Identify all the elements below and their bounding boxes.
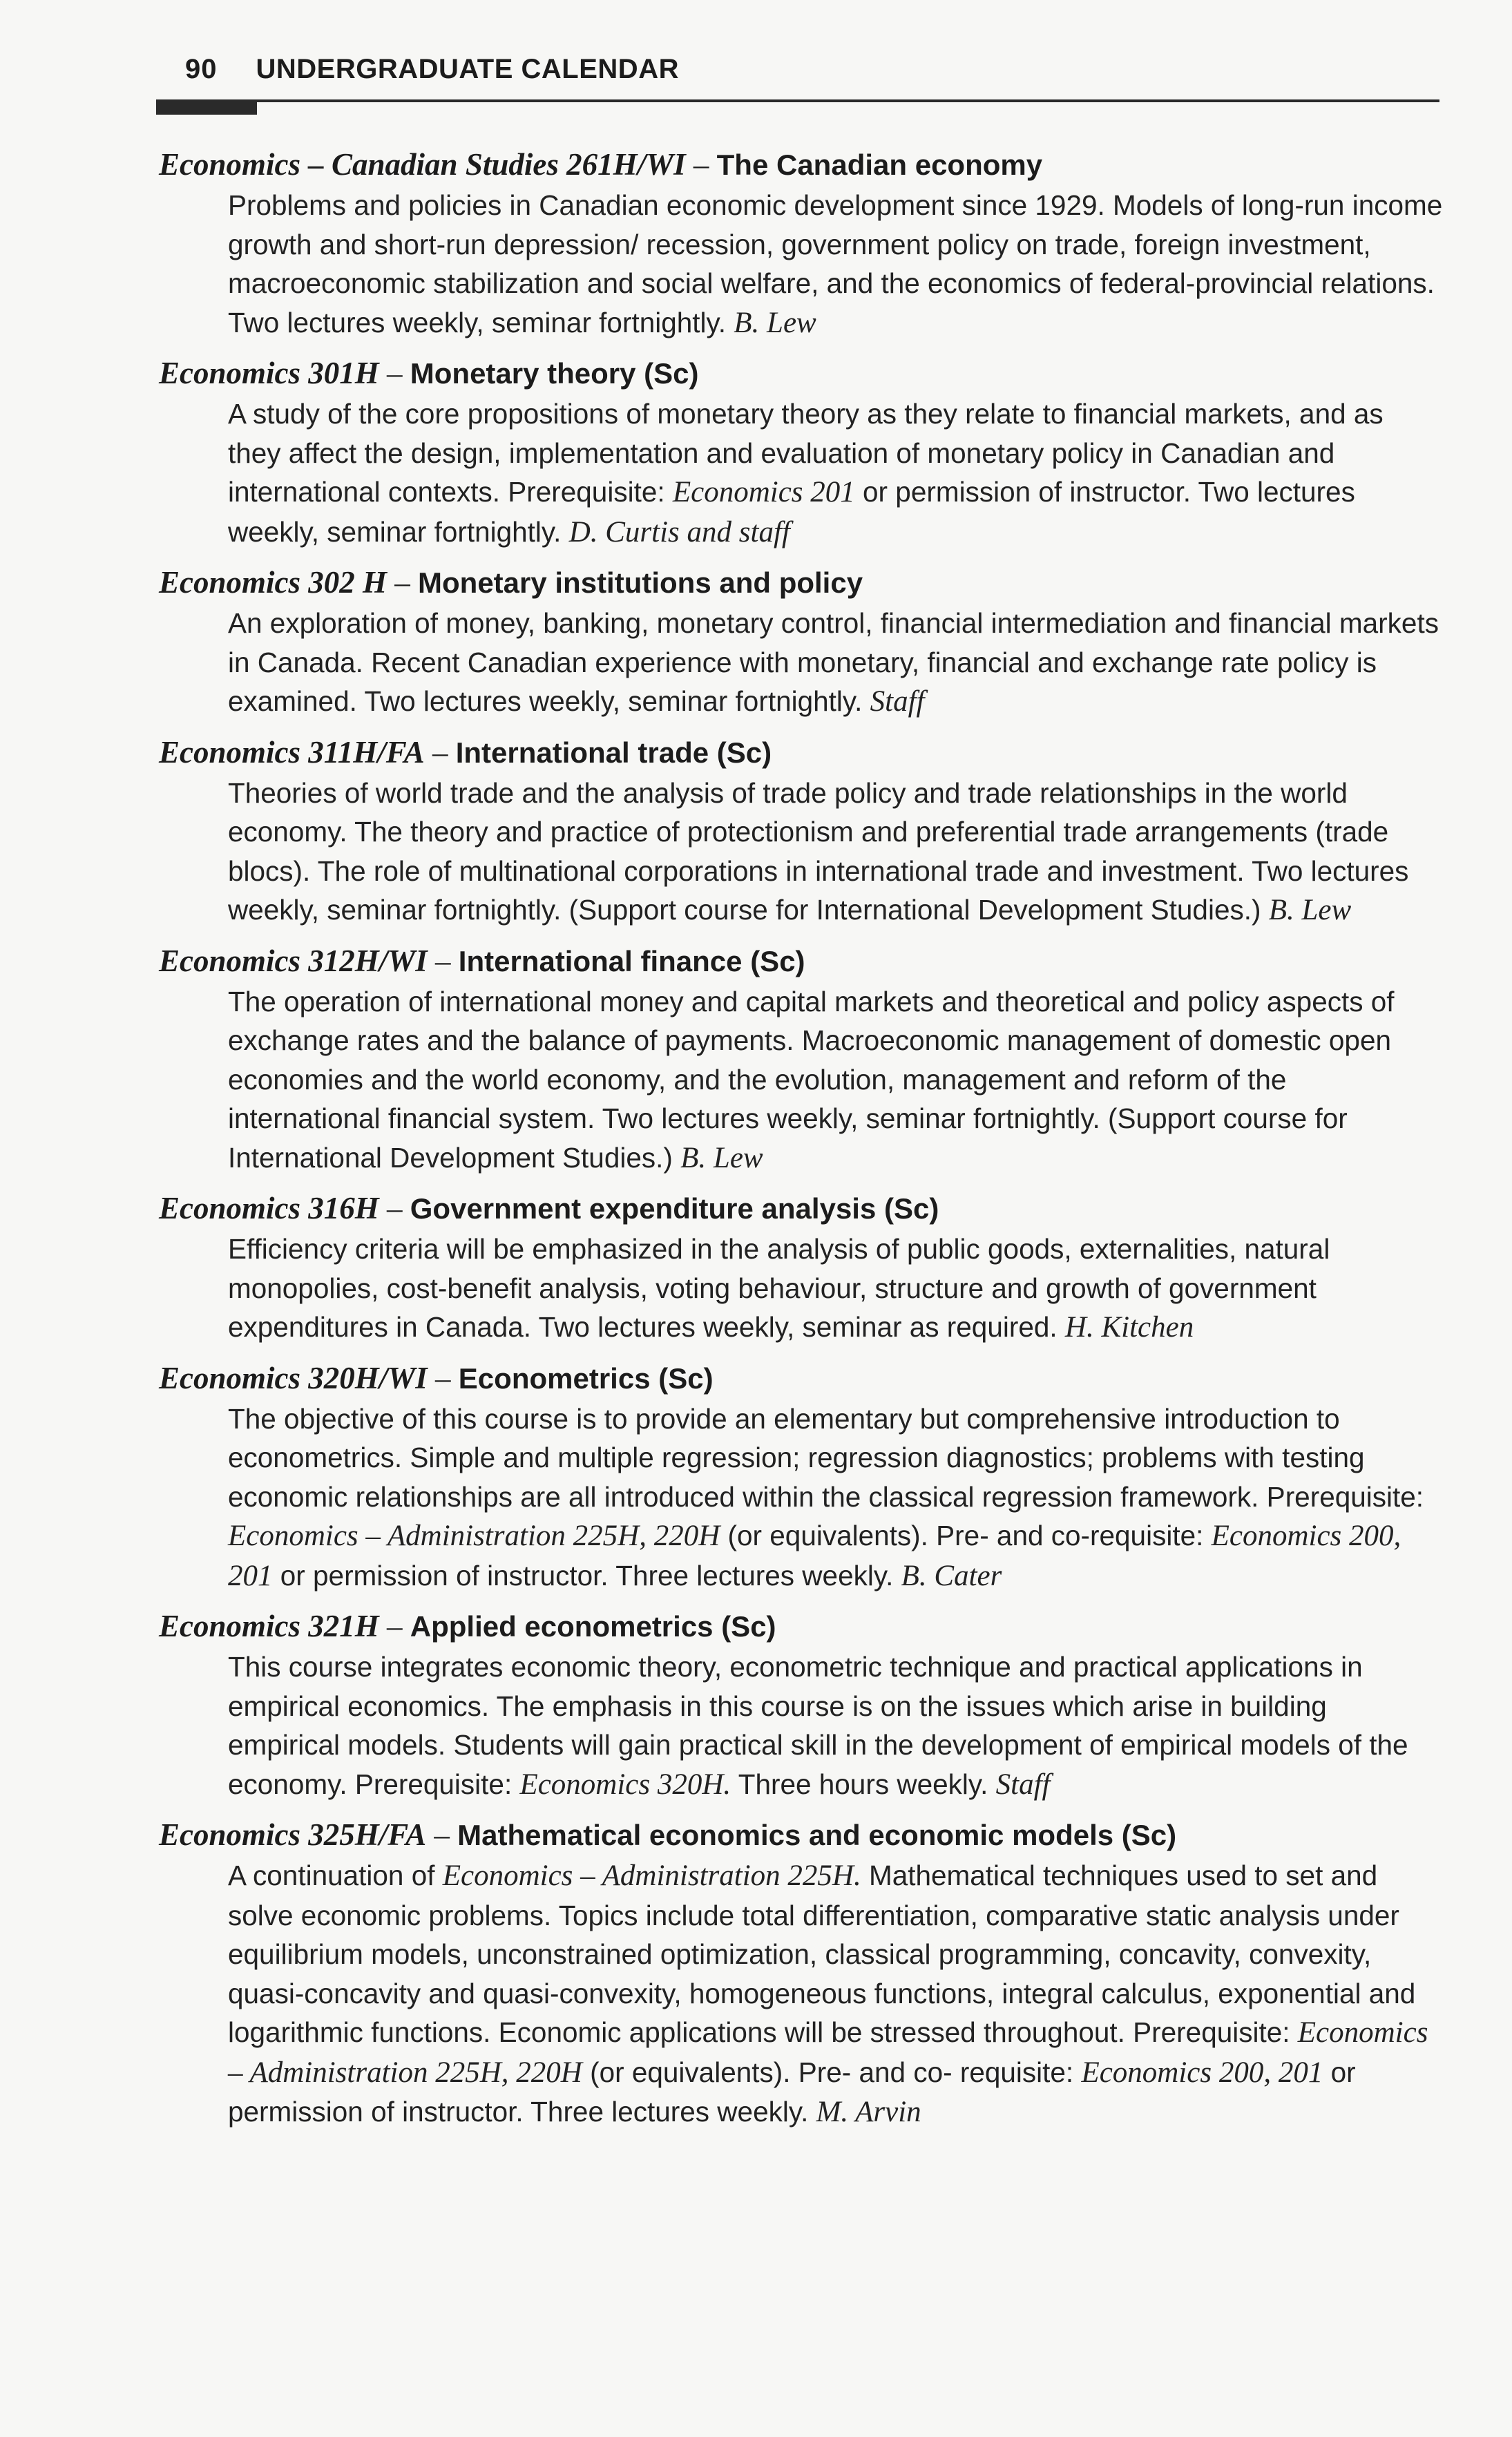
description-text: A study of the core propositions of monetary theory as they relate to financial markets, and as they affect the design, implementation and evaluation of monetary policy in Canadian and international contexts. Prerequisite: [228,398,1384,508]
running-head: UNDERGRADUATE CALENDAR [256,54,679,84]
course-description [228,1856,1444,2132]
course-description [228,394,1444,552]
course-description [228,1399,1444,1596]
course-description [228,982,1444,1178]
course-code: Economics 325H/FA [159,1817,427,1852]
course-instructor: Staff [870,685,925,718]
course-code: Economics 302 H [159,565,387,600]
course-description [228,604,1444,722]
course-entry [159,1605,1444,1804]
page-header [185,54,679,85]
description-text: Theories of world trade and the analysis of trade policy and trade relationships in the world economy. The theory and practice of protectionism and preferential trade arrangements (trade blocs). The role of multinational corporations in international trade and investment. Two lectures weekly, seminar fortnightly. (Support course for International Development Studies.) [228,776,1409,926]
course-list [159,144,1444,2142]
course-entry [159,1357,1444,1596]
course-entry [159,352,1444,552]
course-heading [159,562,1444,604]
course-title: The Canadian economy [716,149,1043,181]
course-entry [159,1187,1444,1348]
course-instructor: B. Lew [734,306,816,339]
description-text: The objective of this course is to provide an elementary but comprehensive introduction to econometrics. Simple and multiple regression; regression diagnostics; problems with testing economic relationships are all introduced within the classical regression framework. Prerequisite: [228,1402,1424,1513]
course-instructor: D. Curtis and staff [568,515,790,548]
heading-separator: – [424,734,456,770]
course-heading [159,732,1444,774]
course-entry [159,562,1444,722]
course-code: Economics 320H/WI [159,1360,428,1395]
course-description [228,186,1444,343]
heading-separator: – [379,1609,410,1643]
description-text: The operation of international money and capital markets and theoretical and policy aspects of exchange rates and the balance of payments. Macroeconomic management of domestic open economies and the world economy, and the evolution, management and reform of the international financial system. Two lectures weekly, seminar fortnightly. (Support course for International Development Studies.) [228,985,1395,1174]
description-text: Efficiency criteria will be emphasized in the analysis of public goods, externalities, natural monopolies, cost-benefit analysis, voting behaviour, structure and growth of government expenditures in Canada. Two lectures weekly, seminar as required. [228,1233,1330,1343]
course-instructor: M. Arvin [816,2096,921,2128]
course-code: Economics 316H [159,1191,379,1225]
heading-separator: – [426,1817,458,1852]
course-entry [159,940,1444,1178]
course-instructor: Staff [995,1768,1051,1801]
course-reference: Economics 200, 201 [1081,2056,1323,2089]
course-title: Monetary theory (Sc) [410,357,699,390]
course-code: Economics 311H/FA [159,734,425,770]
heading-separator: – [427,1360,459,1395]
course-heading [159,1187,1444,1230]
course-entry [159,1814,1444,2132]
course-entry [159,144,1444,343]
course-reference: Economics 320H. [519,1768,731,1801]
description-text: This course integrates economic theory, econometric technique and practical applications in empirical economics. The emphasis in this course is on the issues which arise in building empirical models. Students will gain practical skill in the development of empirical models of the economy. Prerequisite: [228,1651,1408,1800]
description-text: Three hours weekly. [731,1768,988,1800]
course-code: Economics 321H [159,1609,379,1643]
description-text: An exploration of money, banking, monetary control, financial intermediation and financial markets in Canada. Recent Canadian experience with monetary, financial and exchange rate policy is examined. Two lectures weekly, seminar fortnightly. [228,607,1439,717]
course-instructor: B. Cater [901,1559,1002,1592]
course-instructor: B. Lew [1268,894,1352,926]
course-title: Mathematical economics and economic models (Sc) [457,1819,1177,1851]
header-rule [156,99,1439,102]
course-description [228,1230,1444,1348]
heading-separator: – [379,356,410,390]
course-heading [159,1357,1444,1399]
course-reference: Economics – Administration 225H, 220H [228,2016,1428,2089]
description-text: Mathematical techniques used to set and solve economic problems. Topics include total differentiation, comparative static analysis under equilibrium models, unconstrained optimization, classical programming, concavity, convexity, quasi-concavity and quasi-convexity, homogeneous functions, integral calculus, exponential and logarithmic functions. Economic applications will be stressed throughout. Prerequisite: [228,1860,1416,2048]
course-entry [159,732,1444,930]
course-heading [159,940,1444,982]
course-reference: Economics 201 [672,476,855,508]
heading-separator: – [379,1191,410,1225]
course-heading [159,144,1444,186]
course-reference: Economics – Administration 225H. [442,1860,861,1892]
description-text: A continuation of [228,1860,443,1891]
course-heading [159,1605,1444,1647]
description-text: (or equivalents). Pre- and co-requisite: [720,1520,1212,1551]
course-title: Econometrics (Sc) [458,1361,714,1395]
course-description [228,1647,1444,1804]
course-reference: Economics – Administration 225H, 220H [228,1520,720,1552]
heading-separator: – [387,565,419,600]
course-code: Economics 312H/WI [159,943,428,978]
course-title: Government expenditure analysis (Sc) [410,1192,939,1225]
course-code: Economics 301H [159,356,379,390]
course-description [228,774,1444,930]
header-rule-accent [156,102,257,115]
course-reference: Economics 200, 201 [228,1520,1401,1592]
course-title: International trade (Sc) [455,736,772,769]
course-instructor: B. Lew [680,1141,763,1174]
description-text: or permission of instructor. Three lectures weekly. [272,1559,894,1592]
course-instructor: H. Kitchen [1064,1311,1194,1344]
description-text: Problems and policies in Canadian economic development since 1929. Models of long-run income growth and short-run depression/ recession, government policy on trade, foreign investment, macroeconomic stabilization and social welfare, and the economics of federal-provincial relations. Two lectures weekly, seminar fortnightly. [228,189,1443,338]
course-heading [159,352,1444,394]
course-title: International finance (Sc) [458,944,805,977]
heading-separator: – [427,943,459,978]
course-heading [159,1814,1444,1856]
course-title: Applied econometrics (Sc) [410,1610,776,1643]
description-text: (or equivalents). Pre- and co- requisite: [582,2056,1082,2088]
description-text: or permission of instructor. Three lectures weekly. [228,2056,1356,2128]
course-code: Economics – Canadian Studies 261H/WI [159,147,686,182]
course-title: Monetary institutions and policy [418,566,863,599]
heading-separator: – [685,147,717,182]
page-number: 90 [185,54,218,84]
description-text: or permission of instructor. Two lectures weekly, seminar fortnightly. [228,476,1355,548]
